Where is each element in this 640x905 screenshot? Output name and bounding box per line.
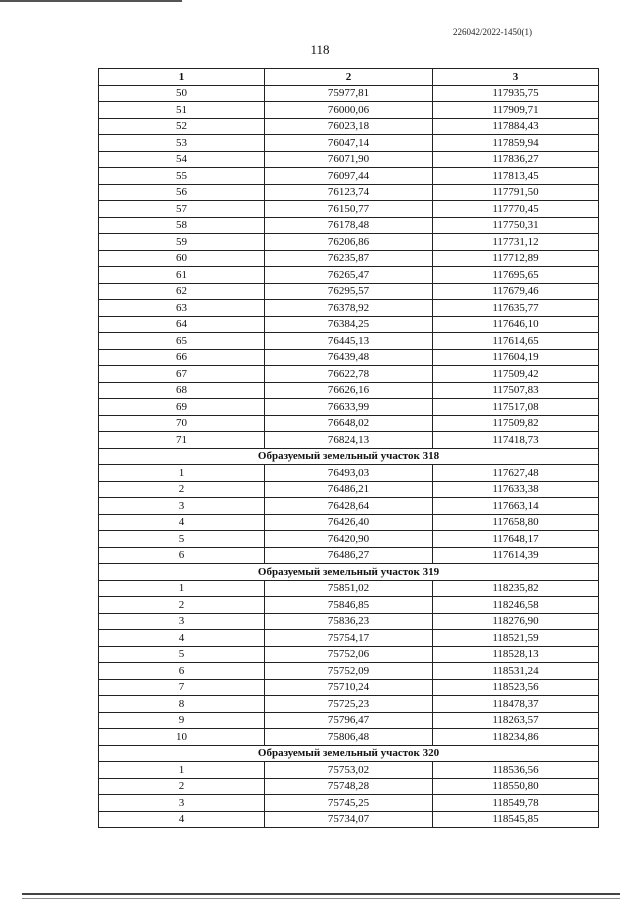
cell-y-coordinate: 117418,73 [433, 432, 599, 449]
cell-y-coordinate: 117859,94 [433, 135, 599, 152]
cell-y-coordinate: 118549,78 [433, 795, 599, 812]
cell-x-coordinate: 76097,44 [265, 168, 433, 185]
cell-x-coordinate: 76824,13 [265, 432, 433, 449]
cell-point-number: 62 [99, 283, 265, 300]
cell-x-coordinate: 76265,47 [265, 267, 433, 284]
cell-y-coordinate: 118478,37 [433, 696, 599, 713]
table-row [99, 333, 599, 350]
table-row [99, 646, 599, 663]
table-row [99, 349, 599, 366]
cell-point-number: 7 [99, 679, 265, 696]
cell-x-coordinate: 76206,86 [265, 234, 433, 251]
cell-x-coordinate: 76384,25 [265, 316, 433, 333]
cell-point-number: 70 [99, 415, 265, 432]
cell-x-coordinate: 76235,87 [265, 250, 433, 267]
cell-y-coordinate: 118521,59 [433, 630, 599, 647]
cell-y-coordinate: 118276,90 [433, 613, 599, 630]
cell-x-coordinate: 75846,85 [265, 597, 433, 614]
cell-y-coordinate: 117750,31 [433, 217, 599, 234]
cell-y-coordinate: 117695,65 [433, 267, 599, 284]
cell-point-number: 71 [99, 432, 265, 449]
cell-y-coordinate: 117509,82 [433, 415, 599, 432]
cell-x-coordinate: 76420,90 [265, 531, 433, 548]
cell-x-coordinate: 76486,27 [265, 547, 433, 564]
cell-point-number: 69 [99, 399, 265, 416]
table-row [99, 283, 599, 300]
table-row [99, 366, 599, 383]
section-title: Образуемый земельный участок 319 [99, 564, 599, 581]
cell-point-number: 3 [99, 498, 265, 515]
cell-y-coordinate: 118536,56 [433, 762, 599, 779]
cell-y-coordinate: 117614,65 [433, 333, 599, 350]
table-row [99, 118, 599, 135]
table-row [99, 267, 599, 284]
table-row [99, 712, 599, 729]
cell-x-coordinate: 76622,78 [265, 366, 433, 383]
column-header-point: 1 [99, 69, 265, 86]
cell-x-coordinate: 75752,06 [265, 646, 433, 663]
cell-y-coordinate: 118523,56 [433, 679, 599, 696]
cell-point-number: 67 [99, 366, 265, 383]
cell-point-number: 4 [99, 630, 265, 647]
cell-point-number: 65 [99, 333, 265, 350]
table-row [99, 168, 599, 185]
table-row [99, 696, 599, 713]
table-row [99, 432, 599, 449]
table-row [99, 580, 599, 597]
table-row [99, 663, 599, 680]
cell-x-coordinate: 76445,13 [265, 333, 433, 350]
cell-x-coordinate: 76428,64 [265, 498, 433, 515]
cell-x-coordinate: 76047,14 [265, 135, 433, 152]
cell-point-number: 9 [99, 712, 265, 729]
table-row [99, 151, 599, 168]
cell-y-coordinate: 117646,10 [433, 316, 599, 333]
table-row [99, 597, 599, 614]
cell-point-number: 2 [99, 778, 265, 795]
document-number: 226042/2022-1450(1) [453, 27, 532, 37]
table-row [99, 778, 599, 795]
cell-x-coordinate: 76626,16 [265, 382, 433, 399]
cell-x-coordinate: 76633,99 [265, 399, 433, 416]
cell-point-number: 52 [99, 118, 265, 135]
cell-point-number: 58 [99, 217, 265, 234]
bottom-rule-thin [22, 898, 620, 899]
cell-point-number: 2 [99, 481, 265, 498]
cell-y-coordinate: 117731,12 [433, 234, 599, 251]
cell-y-coordinate: 117658,80 [433, 514, 599, 531]
cell-x-coordinate: 76295,57 [265, 283, 433, 300]
cell-point-number: 1 [99, 762, 265, 779]
cell-x-coordinate: 75851,02 [265, 580, 433, 597]
bottom-rule [22, 893, 620, 895]
table-row [99, 729, 599, 746]
cell-x-coordinate: 75806,48 [265, 729, 433, 746]
section-header-row [99, 745, 599, 762]
table-row [99, 465, 599, 482]
section-title: Образуемый земельный участок 320 [99, 745, 599, 762]
cell-point-number: 1 [99, 580, 265, 597]
cell-y-coordinate: 117770,45 [433, 201, 599, 218]
table-row [99, 531, 599, 548]
cell-y-coordinate: 117507,83 [433, 382, 599, 399]
cell-x-coordinate: 76486,21 [265, 481, 433, 498]
cell-point-number: 6 [99, 547, 265, 564]
cell-y-coordinate: 117712,89 [433, 250, 599, 267]
table-row [99, 762, 599, 779]
cell-point-number: 56 [99, 184, 265, 201]
cell-x-coordinate: 75753,02 [265, 762, 433, 779]
cell-x-coordinate: 75748,28 [265, 778, 433, 795]
table-header-row [99, 69, 599, 86]
cell-y-coordinate: 117679,46 [433, 283, 599, 300]
cell-x-coordinate: 76493,03 [265, 465, 433, 482]
table-row [99, 382, 599, 399]
section-title: Образуемый земельный участок 318 [99, 448, 599, 465]
cell-y-coordinate: 117509,42 [433, 366, 599, 383]
table-row [99, 184, 599, 201]
cell-y-coordinate: 117935,75 [433, 85, 599, 102]
table-row [99, 217, 599, 234]
table-row [99, 811, 599, 828]
cell-point-number: 68 [99, 382, 265, 399]
cell-x-coordinate: 76000,06 [265, 102, 433, 119]
coordinates-table [98, 68, 599, 828]
cell-point-number: 3 [99, 795, 265, 812]
cell-point-number: 53 [99, 135, 265, 152]
cell-y-coordinate: 117614,39 [433, 547, 599, 564]
cell-point-number: 6 [99, 663, 265, 680]
cell-y-coordinate: 117836,27 [433, 151, 599, 168]
cell-point-number: 54 [99, 151, 265, 168]
section-header-row [99, 448, 599, 465]
cell-point-number: 8 [99, 696, 265, 713]
cell-x-coordinate: 76648,02 [265, 415, 433, 432]
table-row [99, 399, 599, 416]
cell-x-coordinate: 75977,81 [265, 85, 433, 102]
cell-y-coordinate: 117791,50 [433, 184, 599, 201]
cell-point-number: 1 [99, 465, 265, 482]
cell-x-coordinate: 75752,09 [265, 663, 433, 680]
table-row [99, 630, 599, 647]
cell-y-coordinate: 118234,86 [433, 729, 599, 746]
table-row [99, 481, 599, 498]
cell-point-number: 10 [99, 729, 265, 746]
table-row [99, 547, 599, 564]
table-row [99, 85, 599, 102]
cell-x-coordinate: 76378,92 [265, 300, 433, 317]
cell-x-coordinate: 75796,47 [265, 712, 433, 729]
table-row [99, 300, 599, 317]
cell-y-coordinate: 117635,77 [433, 300, 599, 317]
table-row [99, 498, 599, 515]
top-rule [0, 0, 182, 2]
cell-y-coordinate: 117884,43 [433, 118, 599, 135]
cell-y-coordinate: 117604,19 [433, 349, 599, 366]
table-row [99, 514, 599, 531]
cell-point-number: 50 [99, 85, 265, 102]
cell-point-number: 5 [99, 531, 265, 548]
cell-point-number: 57 [99, 201, 265, 218]
column-header-x: 2 [265, 69, 433, 86]
cell-point-number: 2 [99, 597, 265, 614]
cell-y-coordinate: 117813,45 [433, 168, 599, 185]
cell-point-number: 4 [99, 811, 265, 828]
cell-x-coordinate: 76023,18 [265, 118, 433, 135]
cell-y-coordinate: 118235,82 [433, 580, 599, 597]
cell-x-coordinate: 75725,23 [265, 696, 433, 713]
cell-point-number: 66 [99, 349, 265, 366]
table-row [99, 679, 599, 696]
table-body [99, 85, 599, 828]
cell-y-coordinate: 117648,17 [433, 531, 599, 548]
page-number: 118 [310, 42, 330, 57]
table-row [99, 613, 599, 630]
cell-x-coordinate: 75734,07 [265, 811, 433, 828]
cell-y-coordinate: 118246,58 [433, 597, 599, 614]
cell-x-coordinate: 75836,23 [265, 613, 433, 630]
cell-point-number: 3 [99, 613, 265, 630]
cell-point-number: 5 [99, 646, 265, 663]
table-row [99, 415, 599, 432]
cell-y-coordinate: 117633,38 [433, 481, 599, 498]
cell-x-coordinate: 75745,25 [265, 795, 433, 812]
cell-y-coordinate: 117517,08 [433, 399, 599, 416]
cell-x-coordinate: 76439,48 [265, 349, 433, 366]
table-row [99, 234, 599, 251]
cell-point-number: 59 [99, 234, 265, 251]
cell-x-coordinate: 75710,24 [265, 679, 433, 696]
cell-y-coordinate: 118528,13 [433, 646, 599, 663]
cell-x-coordinate: 75754,17 [265, 630, 433, 647]
column-header-y: 3 [433, 69, 599, 86]
cell-y-coordinate: 117627,48 [433, 465, 599, 482]
table-row [99, 316, 599, 333]
cell-y-coordinate: 118545,85 [433, 811, 599, 828]
cell-y-coordinate: 117663,14 [433, 498, 599, 515]
table-row [99, 201, 599, 218]
table-row [99, 135, 599, 152]
cell-point-number: 51 [99, 102, 265, 119]
cell-x-coordinate: 76150,77 [265, 201, 433, 218]
cell-point-number: 55 [99, 168, 265, 185]
cell-point-number: 4 [99, 514, 265, 531]
cell-y-coordinate: 118531,24 [433, 663, 599, 680]
cell-point-number: 60 [99, 250, 265, 267]
cell-point-number: 63 [99, 300, 265, 317]
cell-y-coordinate: 118263,57 [433, 712, 599, 729]
cell-y-coordinate: 117909,71 [433, 102, 599, 119]
cell-point-number: 64 [99, 316, 265, 333]
cell-x-coordinate: 76426,40 [265, 514, 433, 531]
table-row [99, 250, 599, 267]
cell-y-coordinate: 118550,80 [433, 778, 599, 795]
table-row [99, 102, 599, 119]
cell-point-number: 61 [99, 267, 265, 284]
table-row [99, 795, 599, 812]
cell-x-coordinate: 76178,48 [265, 217, 433, 234]
cell-x-coordinate: 76071,90 [265, 151, 433, 168]
section-header-row [99, 564, 599, 581]
cell-x-coordinate: 76123,74 [265, 184, 433, 201]
